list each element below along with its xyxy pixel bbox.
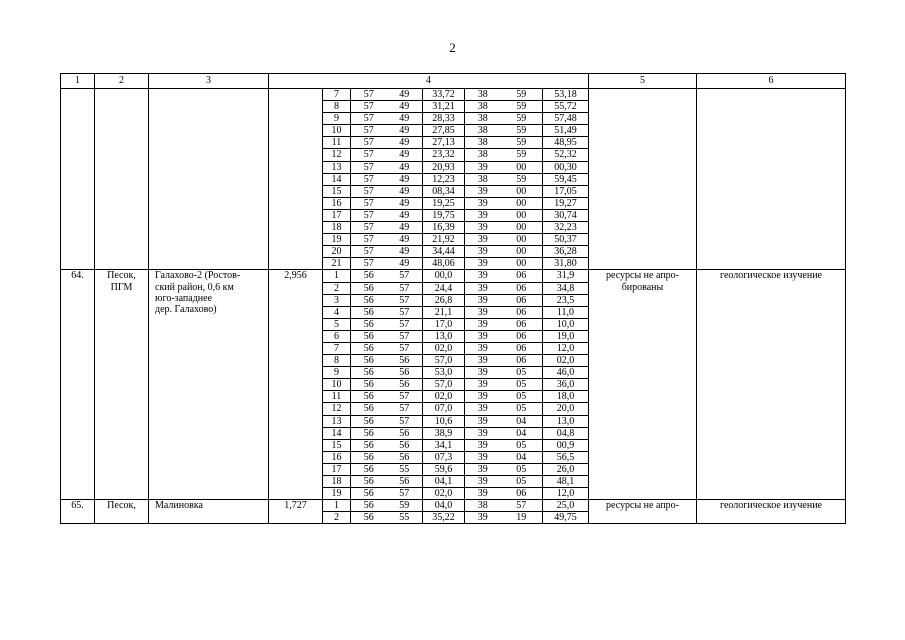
coordinate-cell: 56 (351, 500, 387, 512)
coordinate-cell: 56 (351, 403, 387, 415)
coordinate-cell: 00 (501, 197, 543, 209)
coordinate-cell: 49 (387, 173, 423, 185)
point-number-cell: 8 (323, 355, 351, 367)
table-row (61, 270, 846, 282)
coordinate-cell: 39 (465, 355, 501, 367)
coordinate-cell: 39 (465, 342, 501, 354)
coordinate-cell: 04 (501, 415, 543, 427)
resources-cell: ресурсы не апро- (589, 500, 697, 524)
area-cell: 2,956 (269, 270, 323, 500)
coordinate-cell: 39 (465, 318, 501, 330)
coordinates-table (60, 73, 846, 524)
number-cell (61, 89, 95, 270)
point-number-cell: 17 (323, 209, 351, 221)
coordinate-cell: 49 (387, 258, 423, 270)
coordinate-cell: 06 (501, 342, 543, 354)
coordinate-cell: 00 (501, 246, 543, 258)
coordinate-cell: 25,0 (543, 500, 589, 512)
coordinate-cell: 49 (387, 234, 423, 246)
coordinate-cell: 16,39 (423, 222, 465, 234)
coordinate-cell: 57 (351, 234, 387, 246)
coordinate-cell: 38 (465, 500, 501, 512)
coordinate-cell: 57 (387, 282, 423, 294)
coordinate-cell: 56 (351, 391, 387, 403)
coordinate-cell: 56 (351, 451, 387, 463)
coordinate-cell: 57,0 (423, 355, 465, 367)
coordinate-cell: 39 (465, 258, 501, 270)
number-cell: 65. (61, 500, 95, 524)
coordinate-cell: 49 (387, 246, 423, 258)
point-number-cell: 6 (323, 330, 351, 342)
point-number-cell: 3 (323, 294, 351, 306)
coordinate-cell: 57 (387, 294, 423, 306)
coordinate-cell: 10,6 (423, 415, 465, 427)
point-number-cell: 9 (323, 367, 351, 379)
coordinate-cell: 26,0 (543, 463, 589, 475)
coordinate-cell: 04,8 (543, 427, 589, 439)
coordinate-cell: 39 (465, 367, 501, 379)
coordinate-cell: 48,06 (423, 258, 465, 270)
point-number-cell: 8 (323, 101, 351, 113)
coordinate-cell: 57 (387, 488, 423, 500)
coordinate-cell: 10,0 (543, 318, 589, 330)
coordinate-cell: 49 (387, 209, 423, 221)
point-number-cell: 7 (323, 89, 351, 101)
coordinate-cell: 55 (387, 463, 423, 475)
coordinate-cell: 00 (501, 161, 543, 173)
coordinate-cell: 46,0 (543, 367, 589, 379)
coordinate-cell: 05 (501, 476, 543, 488)
location-cell: Галахово-2 (Ростов- ский район, 0,6 км юго-западнее дер. Галахово) (149, 270, 269, 500)
coordinate-cell: 02,0 (543, 355, 589, 367)
coordinate-cell: 59 (501, 125, 543, 137)
point-number-cell: 7 (323, 342, 351, 354)
coordinate-cell: 05 (501, 403, 543, 415)
coordinate-cell: 57 (351, 149, 387, 161)
coordinate-cell: 07,0 (423, 403, 465, 415)
coordinate-cell: 39 (465, 246, 501, 258)
point-number-cell: 2 (323, 512, 351, 524)
coordinate-cell: 39 (465, 185, 501, 197)
coordinate-cell: 00,9 (543, 439, 589, 451)
coordinate-cell: 51,49 (543, 125, 589, 137)
point-number-cell: 15 (323, 439, 351, 451)
coordinate-cell: 12,0 (543, 342, 589, 354)
coordinate-cell: 39 (465, 197, 501, 209)
coordinate-cell: 34,44 (423, 246, 465, 258)
coordinate-cell: 38 (465, 89, 501, 101)
coordinate-cell: 13,0 (543, 415, 589, 427)
coordinate-cell: 57 (351, 246, 387, 258)
coordinate-cell: 33,72 (423, 89, 465, 101)
coordinate-cell: 59 (501, 113, 543, 125)
coordinate-cell: 56 (351, 318, 387, 330)
coordinate-cell: 02,0 (423, 488, 465, 500)
coordinate-cell: 39 (465, 451, 501, 463)
coordinate-cell: 56 (351, 488, 387, 500)
coordinate-cell: 56 (387, 367, 423, 379)
coordinate-cell: 56 (351, 342, 387, 354)
point-number-cell: 20 (323, 246, 351, 258)
point-number-cell: 12 (323, 403, 351, 415)
coordinate-cell: 57 (351, 161, 387, 173)
coordinate-cell: 57 (351, 222, 387, 234)
coordinate-cell: 21,92 (423, 234, 465, 246)
point-number-cell: 15 (323, 185, 351, 197)
point-number-cell: 19 (323, 234, 351, 246)
coordinate-cell: 39 (465, 476, 501, 488)
coordinate-cell: 59 (501, 101, 543, 113)
point-number-cell: 17 (323, 463, 351, 475)
point-number-cell: 14 (323, 173, 351, 185)
area-cell: 1,727 (269, 500, 323, 524)
coordinate-cell: 17,05 (543, 185, 589, 197)
coordinate-cell: 48,95 (543, 137, 589, 149)
coordinate-cell: 39 (465, 463, 501, 475)
table-row (61, 89, 846, 101)
coordinate-cell: 05 (501, 367, 543, 379)
coordinate-cell: 34,8 (543, 282, 589, 294)
coordinate-cell: 56 (387, 439, 423, 451)
coordinate-cell: 39 (465, 222, 501, 234)
coordinate-cell: 02,0 (423, 391, 465, 403)
coordinate-cell: 06 (501, 488, 543, 500)
coordinate-cell: 50,37 (543, 234, 589, 246)
point-number-cell: 13 (323, 161, 351, 173)
type-cell: Песок, (95, 500, 149, 524)
coordinate-cell: 00 (501, 258, 543, 270)
resources-cell (589, 89, 697, 270)
coordinate-cell: 56 (351, 306, 387, 318)
header-cell: 1 (61, 74, 95, 89)
coordinate-cell: 39 (465, 439, 501, 451)
coordinate-cell: 39 (465, 209, 501, 221)
point-number-cell: 5 (323, 318, 351, 330)
coordinate-cell: 53,0 (423, 367, 465, 379)
coordinate-cell: 24,4 (423, 282, 465, 294)
coordinate-cell: 00 (501, 209, 543, 221)
coordinate-cell: 49 (387, 149, 423, 161)
coordinate-cell: 56 (387, 427, 423, 439)
point-number-cell: 11 (323, 391, 351, 403)
coordinate-cell: 56 (351, 439, 387, 451)
coordinate-cell: 57 (351, 185, 387, 197)
point-number-cell: 11 (323, 137, 351, 149)
point-number-cell: 10 (323, 379, 351, 391)
coordinate-cell: 05 (501, 391, 543, 403)
coordinate-cell: 12,23 (423, 173, 465, 185)
coordinate-cell: 57 (387, 306, 423, 318)
area-cell (269, 89, 323, 270)
coordinate-cell: 39 (465, 161, 501, 173)
coordinate-cell: 26,8 (423, 294, 465, 306)
coordinate-cell: 56 (351, 463, 387, 475)
coordinate-cell: 57 (351, 137, 387, 149)
coordinate-cell: 32,23 (543, 222, 589, 234)
coordinate-cell: 57 (351, 209, 387, 221)
coordinate-cell: 49 (387, 125, 423, 137)
point-number-cell: 16 (323, 197, 351, 209)
coordinate-cell: 53,18 (543, 89, 589, 101)
coordinate-cell: 39 (465, 379, 501, 391)
coordinate-cell: 56 (387, 379, 423, 391)
coordinate-cell: 57 (387, 318, 423, 330)
coordinate-cell: 49 (387, 89, 423, 101)
coordinate-cell: 34,1 (423, 439, 465, 451)
point-number-cell: 1 (323, 270, 351, 282)
coordinate-cell: 18,0 (543, 391, 589, 403)
coordinate-cell: 00,30 (543, 161, 589, 173)
coordinate-cell: 39 (465, 234, 501, 246)
coordinate-cell: 17,0 (423, 318, 465, 330)
point-number-cell: 12 (323, 149, 351, 161)
header-cell: 3 (149, 74, 269, 89)
coordinate-cell: 56 (387, 476, 423, 488)
coordinate-cell: 36,0 (543, 379, 589, 391)
coordinate-cell: 27,13 (423, 137, 465, 149)
coordinate-cell: 57 (351, 113, 387, 125)
header-row (61, 74, 846, 89)
coordinate-cell: 27,85 (423, 125, 465, 137)
coordinate-cell: 59 (501, 137, 543, 149)
coordinate-cell: 56 (387, 355, 423, 367)
header-cell: 2 (95, 74, 149, 89)
coordinate-cell: 20,93 (423, 161, 465, 173)
table-row (61, 500, 846, 512)
coordinate-cell: 56 (351, 330, 387, 342)
coordinate-cell: 57 (387, 415, 423, 427)
coordinate-cell: 57 (387, 391, 423, 403)
coordinate-cell: 52,32 (543, 149, 589, 161)
coordinate-cell: 39 (465, 330, 501, 342)
coordinate-cell: 31,21 (423, 101, 465, 113)
coordinate-cell: 39 (465, 488, 501, 500)
coordinate-cell: 56 (351, 427, 387, 439)
coordinate-cell: 06 (501, 282, 543, 294)
coordinate-cell: 39 (465, 294, 501, 306)
coordinate-cell: 38 (465, 113, 501, 125)
coordinate-cell: 59 (387, 500, 423, 512)
coordinate-cell: 56 (351, 476, 387, 488)
coordinate-cell: 56 (351, 415, 387, 427)
coordinate-cell: 49 (387, 197, 423, 209)
point-number-cell: 4 (323, 306, 351, 318)
coordinate-cell: 59 (501, 149, 543, 161)
coordinate-cell: 21,1 (423, 306, 465, 318)
coordinate-cell: 38 (465, 125, 501, 137)
purpose-cell (697, 89, 846, 270)
coordinate-cell: 56 (351, 355, 387, 367)
page-number: 2 (449, 40, 456, 55)
coordinate-cell: 49 (387, 113, 423, 125)
coordinate-cell: 20,0 (543, 403, 589, 415)
coordinate-cell: 05 (501, 439, 543, 451)
coordinate-cell: 57,0 (423, 379, 465, 391)
coordinate-cell: 39 (465, 427, 501, 439)
coordinate-cell: 57 (351, 125, 387, 137)
type-cell: Песок, ПГМ (95, 270, 149, 500)
point-number-cell: 21 (323, 258, 351, 270)
location-cell (149, 89, 269, 270)
coordinate-cell: 57 (351, 101, 387, 113)
coordinate-cell: 04 (501, 427, 543, 439)
coordinate-cell: 57 (351, 89, 387, 101)
coordinate-cell: 59 (501, 173, 543, 185)
coordinate-cell: 55,72 (543, 101, 589, 113)
point-number-cell: 9 (323, 113, 351, 125)
coordinate-cell: 12,0 (543, 488, 589, 500)
coordinate-cell: 57 (387, 342, 423, 354)
header-cell: 5 (589, 74, 697, 89)
coordinate-cell: 48,1 (543, 476, 589, 488)
coordinate-cell: 11,0 (543, 306, 589, 318)
location-cell: Малиновка (149, 500, 269, 524)
coordinate-cell: 56 (351, 294, 387, 306)
coordinate-cell: 59 (501, 89, 543, 101)
coordinate-cell: 06 (501, 355, 543, 367)
number-cell: 64. (61, 270, 95, 500)
coordinate-cell: 36,28 (543, 246, 589, 258)
coordinate-cell: 57 (501, 500, 543, 512)
coordinate-cell: 39 (465, 306, 501, 318)
coordinate-cell: 05 (501, 463, 543, 475)
coordinate-cell: 56 (351, 270, 387, 282)
coordinate-cell: 38,9 (423, 427, 465, 439)
coordinate-cell: 57 (351, 258, 387, 270)
coordinate-cell: 39 (465, 415, 501, 427)
coordinate-cell: 23,32 (423, 149, 465, 161)
coordinate-cell: 05 (501, 379, 543, 391)
coordinate-cell: 56 (351, 379, 387, 391)
coordinate-cell: 49 (387, 222, 423, 234)
coordinate-cell: 39 (465, 403, 501, 415)
coordinate-cell: 59,6 (423, 463, 465, 475)
header-cell: 6 (697, 74, 846, 89)
coordinate-cell: 39 (465, 391, 501, 403)
coordinate-cell: 19,75 (423, 209, 465, 221)
purpose-cell: геологическое изучение (697, 270, 846, 500)
coordinate-cell: 23,5 (543, 294, 589, 306)
coordinate-cell: 28,33 (423, 113, 465, 125)
point-number-cell: 10 (323, 125, 351, 137)
coordinate-cell: 49 (387, 101, 423, 113)
coordinate-cell: 56 (351, 282, 387, 294)
coordinate-cell: 00 (501, 185, 543, 197)
coordinate-cell: 19,25 (423, 197, 465, 209)
coordinate-cell: 06 (501, 306, 543, 318)
header-cell: 4 (269, 74, 589, 89)
coordinate-cell: 06 (501, 318, 543, 330)
coordinate-cell: 57 (387, 403, 423, 415)
coordinate-cell: 56 (351, 367, 387, 379)
coordinate-cell: 30,74 (543, 209, 589, 221)
coordinate-cell: 04,1 (423, 476, 465, 488)
coordinate-cell: 04 (501, 451, 543, 463)
coordinate-cell: 38 (465, 149, 501, 161)
coordinate-cell: 56,5 (543, 451, 589, 463)
resources-cell: ресурсы не апро- бированы (589, 270, 697, 500)
coordinate-cell: 57,48 (543, 113, 589, 125)
coordinate-cell: 39 (465, 270, 501, 282)
coordinate-cell: 38 (465, 173, 501, 185)
type-cell (95, 89, 149, 270)
coordinate-cell: 07,3 (423, 451, 465, 463)
coordinate-cell: 06 (501, 270, 543, 282)
coordinate-cell: 19 (501, 512, 543, 524)
coordinate-cell: 31,9 (543, 270, 589, 282)
coordinate-cell: 39 (465, 282, 501, 294)
coordinate-cell: 57 (387, 270, 423, 282)
coordinate-cell: 56 (351, 512, 387, 524)
coordinate-cell: 00 (501, 222, 543, 234)
point-number-cell: 1 (323, 500, 351, 512)
point-number-cell: 18 (323, 476, 351, 488)
coordinate-cell: 49,75 (543, 512, 589, 524)
coordinate-cell: 57 (351, 173, 387, 185)
coordinate-cell: 49 (387, 161, 423, 173)
coordinate-cell: 38 (465, 101, 501, 113)
coordinate-cell: 38 (465, 137, 501, 149)
coordinate-cell: 08,34 (423, 185, 465, 197)
coordinate-cell: 57 (351, 197, 387, 209)
coordinate-cell: 06 (501, 330, 543, 342)
coordinate-cell: 49 (387, 137, 423, 149)
coordinate-cell: 31,80 (543, 258, 589, 270)
coordinate-cell: 00 (501, 234, 543, 246)
coordinate-cell: 35,22 (423, 512, 465, 524)
coordinate-cell: 56 (387, 451, 423, 463)
point-number-cell: 13 (323, 415, 351, 427)
point-number-cell: 2 (323, 282, 351, 294)
purpose-cell: геологическое изучение (697, 500, 846, 524)
coordinate-cell: 00,0 (423, 270, 465, 282)
point-number-cell: 18 (323, 222, 351, 234)
coordinate-cell: 57 (387, 330, 423, 342)
coordinate-cell: 13,0 (423, 330, 465, 342)
coordinate-cell: 39 (465, 512, 501, 524)
coordinate-cell: 55 (387, 512, 423, 524)
coordinate-cell: 19,0 (543, 330, 589, 342)
coordinate-cell: 59,45 (543, 173, 589, 185)
coordinate-cell: 02,0 (423, 342, 465, 354)
coordinate-cell: 19,27 (543, 197, 589, 209)
coordinate-cell: 04,0 (423, 500, 465, 512)
point-number-cell: 19 (323, 488, 351, 500)
coordinate-cell: 06 (501, 294, 543, 306)
point-number-cell: 16 (323, 451, 351, 463)
coordinate-cell: 49 (387, 185, 423, 197)
point-number-cell: 14 (323, 427, 351, 439)
